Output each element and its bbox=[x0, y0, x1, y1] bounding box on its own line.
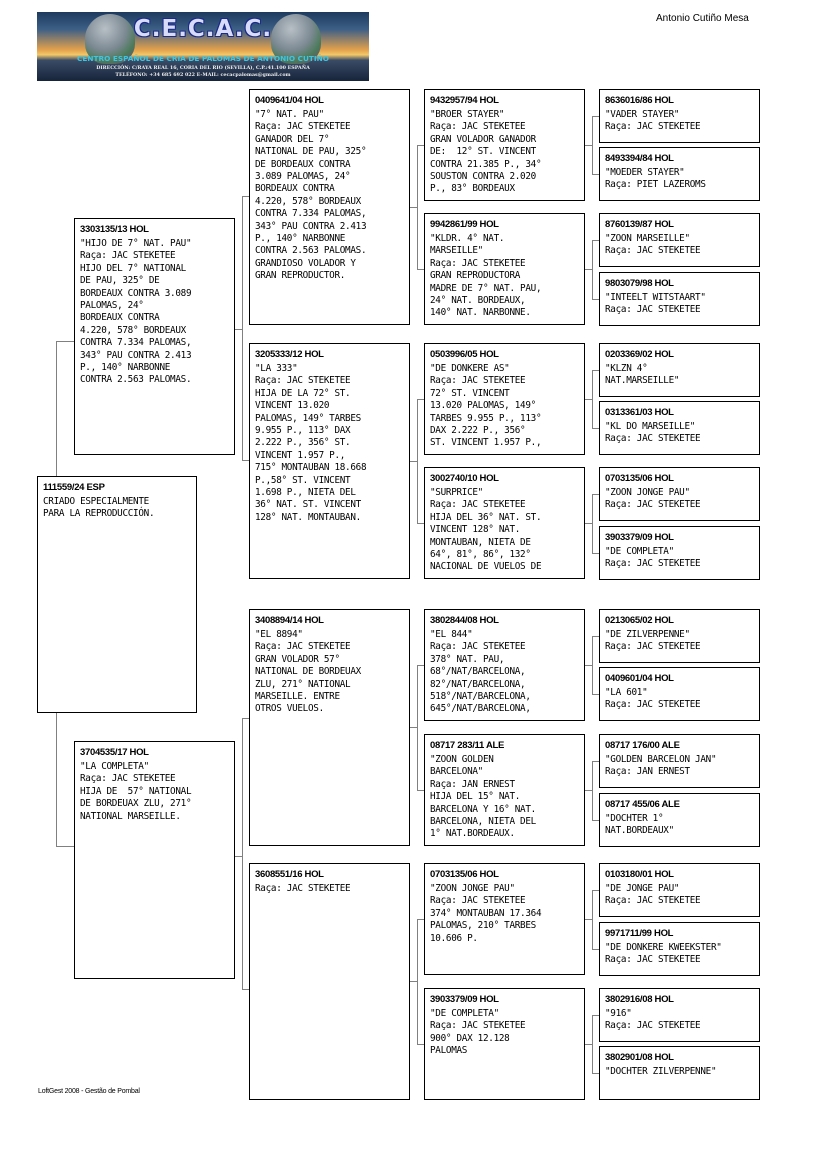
ring-number: 0213065/02 HOL bbox=[605, 615, 674, 626]
pedigree-ancestor-gen4[interactable] bbox=[599, 213, 760, 267]
pedigree-ancestor-gen4[interactable] bbox=[599, 922, 760, 976]
connector bbox=[417, 919, 424, 920]
pigeon-description: CRIADO ESPECIALMENTE PARA LA REPRODUCCIÓN. bbox=[43, 496, 155, 520]
connector bbox=[592, 1015, 599, 1016]
pedigree-ancestor-gen4[interactable] bbox=[599, 467, 760, 521]
connector bbox=[417, 399, 424, 400]
pigeon-description: "HIJO DE 7° NAT. PAU" Raça: JAC STEKETEE HIJO DEL 7° NATIONAL DE PAU, 325° DE BORDEAUX CONTRA 3.089 PALOMAS, 24° BORDEAUX CONTRA 4.220, 578° BORDEAUX CONTRA 7.334 PALOMAS, 343° PAU CONTRA 2.413 P., 140° NARBONNE CONTRA 2.563 PALOMAS. bbox=[80, 238, 192, 386]
ring-number: 3303135/13 HOL bbox=[80, 224, 149, 235]
connector bbox=[592, 761, 599, 762]
connector bbox=[592, 428, 599, 429]
ring-number: 3205333/12 HOL bbox=[255, 349, 324, 360]
pedigree-ancestor-gen4[interactable] bbox=[599, 667, 760, 721]
ring-number: 08717 455/06 ALE bbox=[605, 799, 680, 810]
ring-number: 3802901/08 HOL bbox=[605, 1052, 674, 1063]
ring-number: 3802844/08 HOL bbox=[430, 615, 499, 626]
pigeon-description: "DE ZILVERPENNE" Raça: JAC STEKETEE bbox=[605, 629, 701, 653]
connector bbox=[417, 145, 418, 270]
pigeon-description: "7° NAT. PAU" Raça: JAC STEKETEE GANADOR DEL 7° NATIONAL DE PAU, 325° DE BORDEAUX CONTRA 3.089 PALOMAS, 24° BORDEAUX CONTRA 4.220, 578° BORDEAUX CONTRA 7.334 PALOMAS, 343° PAU CONTRA 2.413 P., 140° NARBONNE CONTRA 2.563 PALOMAS. GRANDIOSO VOLADOR Y GRAN REPRODUCTOR. bbox=[255, 109, 367, 282]
pigeon-description: "EL 8894" Raça: JAC STEKETEE GRAN VOLADOR 57° NATIONAL DE BORDEUAX ZLU, 271° NATIONAL MARSEILLE. ENTRE OTROS VUELOS. bbox=[255, 629, 361, 715]
pedigree-ancestor-gen4[interactable] bbox=[599, 401, 760, 455]
pedigree-ancestor-gen4[interactable] bbox=[599, 343, 760, 397]
pigeon-description: "SURPRICE" Raça: JAC STEKETEE HIJA DEL 36° NAT. ST. VINCENT 128° NAT. MONTAUBAN, NIETA DE 64°, 81°, 86°, 132° NACIONAL DE VUELOS DE bbox=[430, 487, 542, 573]
pedigree-ancestor-gen4[interactable] bbox=[599, 863, 760, 917]
ring-number: 0409601/04 HOL bbox=[605, 673, 674, 684]
pedigree-ancestor-gen3[interactable] bbox=[424, 734, 585, 846]
connector bbox=[592, 636, 599, 637]
club-banner bbox=[37, 12, 369, 81]
ring-number: 111559/24 ESP bbox=[43, 482, 105, 493]
ring-number: 0703135/06 HOL bbox=[605, 473, 674, 484]
connector bbox=[56, 341, 74, 342]
ring-number: 0409641/04 HOL bbox=[255, 95, 324, 106]
owner-name: Antonio Cutiño Mesa bbox=[656, 13, 749, 24]
pedigree-ancestor-gen3[interactable] bbox=[424, 213, 585, 325]
pedigree-ancestor-gen3[interactable] bbox=[424, 467, 585, 579]
ring-number: 0203369/02 HOL bbox=[605, 349, 674, 360]
ring-number: 0313361/03 HOL bbox=[605, 407, 674, 418]
pedigree-ancestor-gen4[interactable] bbox=[599, 988, 760, 1042]
connector bbox=[592, 1015, 593, 1074]
ring-number: 08717 283/11 ALE bbox=[430, 740, 505, 751]
connector bbox=[242, 196, 243, 461]
connector bbox=[592, 949, 599, 950]
banner-contact: TELÉFONO: +34 685 692 022 E-MAIL: cecacpalomas@gmail.com bbox=[115, 72, 291, 78]
connector bbox=[417, 399, 418, 524]
pigeon-description: "KLDR. 4° NAT. MARSEILLE" Raça: JAC STEKETEE GRAN REPRODUCTORA MADRE DE 7° NAT. PAU, 24° NAT. BORDEAUX, 140° NAT. NARBONNE. bbox=[430, 233, 542, 319]
connector bbox=[592, 116, 593, 175]
pedigree-ancestor-gen3[interactable] bbox=[424, 89, 585, 201]
pedigree-sire-dam[interactable] bbox=[249, 343, 410, 579]
pigeon-description: "GOLDEN BARCELON JAN" Raça: JAN ERNEST bbox=[605, 754, 717, 778]
ring-number: 3903379/09 HOL bbox=[430, 994, 499, 1005]
pedigree-dam-dam[interactable] bbox=[249, 863, 410, 1100]
pedigree-ancestor-gen4[interactable] bbox=[599, 526, 760, 580]
ring-number: 3408894/14 HOL bbox=[255, 615, 324, 626]
pedigree-ancestor-gen4[interactable] bbox=[599, 147, 760, 201]
pigeon-description: "916" Raça: JAC STEKETEE bbox=[605, 1008, 701, 1032]
connector bbox=[242, 989, 249, 990]
connector bbox=[417, 523, 424, 524]
pigeon-description: "DOCHTER ZILVERPENNE" bbox=[605, 1066, 717, 1077]
connector bbox=[592, 820, 599, 821]
connector bbox=[592, 370, 593, 429]
pedigree-sire[interactable] bbox=[74, 218, 235, 455]
ring-number: 8493394/84 HOL bbox=[605, 153, 674, 164]
ring-number: 0103180/01 HOL bbox=[605, 869, 674, 880]
ring-number: 0503996/05 HOL bbox=[430, 349, 499, 360]
ring-number: 3704535/17 HOL bbox=[80, 747, 149, 758]
pigeon-description: "BROER STAYER" Raça: JAC STEKETEE GRAN VOLADOR GANADOR DE: 12° ST. VINCENT CONTRA 21.385 P., 34° SOUSTON CONTRA 2.020 P., 83° BORDEAUX bbox=[430, 109, 542, 195]
pigeon-description: "ZOON JONGE PAU" Raça: JAC STEKETEE bbox=[605, 487, 701, 511]
pedigree-subject[interactable] bbox=[37, 476, 197, 713]
connector bbox=[592, 636, 593, 695]
connector bbox=[592, 494, 599, 495]
connector bbox=[592, 370, 599, 371]
pedigree-ancestor-gen3[interactable] bbox=[424, 609, 585, 721]
banner-address: DIRECCIÓN: C/RAYA REAL 16, CORIA DEL RIO (SEVILLA), C.P.:41.100 ESPAÑA bbox=[96, 65, 310, 71]
pigeon-description: "DE COMPLETA" Raça: JAC STEKETEE 900° DAX 12.128 PALOMAS bbox=[430, 1008, 526, 1057]
ring-number: 0703135/06 HOL bbox=[430, 869, 499, 880]
pigeon-description: "INTEELT WITSTAART" Raça: JAC STEKETEE bbox=[605, 292, 706, 316]
connector bbox=[417, 919, 418, 1045]
pedigree-ancestor-gen3[interactable] bbox=[424, 863, 585, 975]
pigeon-description: "ZOON GOLDEN BARCELONA" Raça: JAN ERNEST HIJA DEL 15° NAT. BARCELONA Y 16° NAT. BARCELONA, NIETA DEL 1° NAT.BORDEAUX. bbox=[430, 754, 536, 840]
ring-number: 3903379/09 HOL bbox=[605, 532, 674, 543]
connector bbox=[592, 240, 593, 300]
ring-number: 8760139/87 HOL bbox=[605, 219, 674, 230]
pigeon-description: "VADER STAYER" Raça: JAC STEKETEE bbox=[605, 109, 701, 133]
connector bbox=[592, 240, 599, 241]
connector bbox=[242, 718, 243, 990]
ring-number: 9942861/99 HOL bbox=[430, 219, 499, 230]
connector bbox=[592, 890, 593, 950]
connector bbox=[417, 790, 424, 791]
connector bbox=[592, 116, 599, 117]
ring-number: 9432957/94 HOL bbox=[430, 95, 499, 106]
pedigree-ancestor-gen3[interactable] bbox=[424, 988, 585, 1100]
connector bbox=[592, 761, 593, 821]
pedigree-ancestor-gen4[interactable] bbox=[599, 793, 760, 847]
pigeon-description: Raça: JAC STEKETEE bbox=[255, 883, 351, 894]
connector bbox=[56, 712, 57, 847]
pigeon-description: "DE COMPLETA" Raça: JAC STEKETEE bbox=[605, 546, 701, 570]
connector bbox=[242, 718, 249, 719]
connector bbox=[592, 299, 599, 300]
pedigree-ancestor-gen3[interactable] bbox=[424, 343, 585, 455]
pigeon-description: "DE DONKERE KWEEKSTER" Raça: JAC STEKETEE bbox=[605, 942, 722, 966]
pigeon-description: "LA 333" Raça: JAC STEKETEE HIJA DE LA 72° ST. VINCENT 13.020 PALOMAS, 149° TARBES 9.955 P., 113° DAX 2.222 P., 356° ST. VINCENT 1.957 P., 715° MONTAUBAN 18.668 P.,58° ST. VINCENT 1.698 P., NIETA DEL 36° NAT. ST. VINCENT 128° NAT. MONTAUBAN. bbox=[255, 363, 367, 523]
connector bbox=[417, 1044, 424, 1045]
pigeon-description: "LA 601" Raça: JAC STEKETEE bbox=[605, 687, 701, 711]
banner-title: C.E.C.A.C. bbox=[133, 16, 273, 42]
connector bbox=[417, 145, 424, 146]
banner-subtitle: CENTRO ESPAÑOL DE CRIA DE PALOMAS DE ANTONIO CUTIÑO bbox=[77, 54, 329, 63]
connector bbox=[592, 890, 599, 891]
ring-number: 08717 176/00 ALE bbox=[605, 740, 680, 751]
pigeon-description: "ZOON MARSEILLE" Raça: JAC STEKETEE bbox=[605, 233, 701, 257]
pigeon-description: "KL DO MARSEILLE" Raça: JAC STEKETEE bbox=[605, 421, 701, 445]
connector bbox=[592, 553, 599, 554]
connector bbox=[56, 341, 57, 476]
pedigree-ancestor-gen4[interactable] bbox=[599, 1046, 760, 1100]
pedigree-ancestor-gen4[interactable] bbox=[599, 734, 760, 788]
connector bbox=[592, 694, 599, 695]
pedigree-dam-sire[interactable] bbox=[249, 609, 410, 846]
pedigree-ancestor-gen4[interactable] bbox=[599, 272, 760, 326]
pigeon-description: "MOEDER STAYER" Raça: PIET LAZEROMS bbox=[605, 167, 706, 191]
connector bbox=[242, 460, 249, 461]
pigeon-description: "DE DONKERE AS" Raça: JAC STEKETEE 72° ST. VINCENT 13.020 PALOMAS, 149° TARBES 9.955 P., 113° DAX 2.222 P., 356° ST. VINCENT 1.957 P., bbox=[430, 363, 542, 449]
connector bbox=[234, 329, 242, 330]
pedigree-ancestor-gen4[interactable] bbox=[599, 609, 760, 663]
pedigree-ancestor-gen4[interactable] bbox=[599, 89, 760, 143]
pigeon-description: "KLZN 4° NAT.MARSEILLE" bbox=[605, 363, 680, 387]
connector bbox=[592, 1073, 599, 1074]
ring-number: 3802916/08 HOL bbox=[605, 994, 674, 1005]
pedigree-dam[interactable] bbox=[74, 741, 235, 979]
software-footer: LoftGest 2008 - Gestão de Pombal bbox=[38, 1088, 140, 1095]
connector bbox=[56, 846, 74, 847]
pigeon-description: "ZOON JONGE PAU" Raça: JAC STEKETEE 374° MONTAUBAN 17.364 PALOMAS, 210° TARBES 10.606 P. bbox=[430, 883, 542, 944]
pigeon-description: "EL 844" Raça: JAC STEKETEE 378° NAT. PAU, 68°/NAT/BARCELONA, 82°/NAT/BARCELONA, 518°/NAT/BARCELONA, 645°/NAT/BARCELONA, bbox=[430, 629, 531, 715]
connector bbox=[592, 174, 599, 175]
pedigree-sire-sire[interactable] bbox=[249, 89, 410, 325]
pigeon-description: "LA COMPLETA" Raça: JAC STEKETEE HIJA DE 57° NATIONAL DE BORDEUAX ZLU, 271° NATIONAL MARSEILLE. bbox=[80, 761, 192, 822]
ring-number: 3608551/16 HOL bbox=[255, 869, 324, 880]
ring-number: 9803079/98 HOL bbox=[605, 278, 674, 289]
ring-number: 9971711/99 HOL bbox=[605, 928, 674, 939]
connector bbox=[417, 665, 424, 666]
connector bbox=[417, 269, 424, 270]
connector bbox=[592, 494, 593, 554]
pigeon-description: "DE JONGE PAU" Raça: JAC STEKETEE bbox=[605, 883, 701, 907]
connector bbox=[242, 196, 249, 197]
connector bbox=[234, 856, 242, 857]
connector bbox=[417, 665, 418, 791]
ring-number: 3002740/10 HOL bbox=[430, 473, 499, 484]
ring-number: 8636016/86 HOL bbox=[605, 95, 674, 106]
pigeon-description: "DOCHTER 1° NAT.BORDEAUX" bbox=[605, 813, 674, 837]
